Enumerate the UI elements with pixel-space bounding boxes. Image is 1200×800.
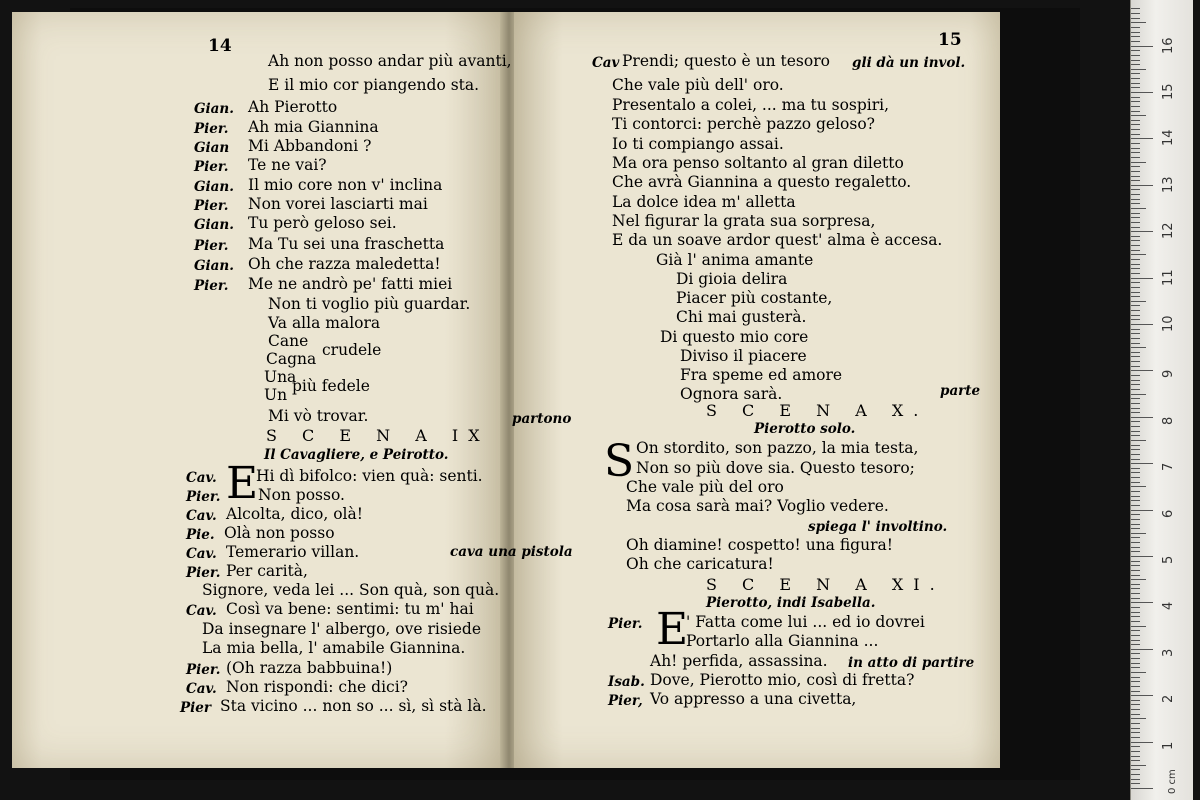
ruler-tick [1131,649,1153,650]
ruler-tick [1131,222,1140,223]
ruler-tick [1131,779,1140,780]
ruler-tick [1131,305,1140,306]
ruler-tick [1131,287,1140,288]
ruler-tick [1131,524,1140,525]
ruler-tick [1131,55,1140,56]
text-line: Ma ora penso soltanto al gran diletto [612,154,904,172]
ruler-tick [1131,756,1140,757]
ruler-tick [1131,408,1140,409]
ruler-tick [1131,403,1140,404]
ruler-tick [1131,445,1140,446]
ruler-tick [1131,640,1140,641]
ruler-tick [1131,152,1140,153]
scene-title: S C E N A IX [266,426,490,445]
text-line: Oh che razza maledetta! [248,255,441,273]
text-line: Ah! perfida, assassina. [650,652,828,670]
speaker-label: Gian. [194,101,234,117]
speaker-label: Cav [592,55,620,71]
text-line: E il mio cor piangendo sta. [268,76,480,94]
text-line: Non so più dove sia. Questo tesoro; [636,459,915,477]
text-line: Ah Pierotto [248,98,338,116]
ruler-tick [1131,203,1140,204]
speaker-label: Pier. [186,565,221,581]
ruler-number: 5 [1161,555,1176,564]
ruler-tick [1131,268,1140,269]
ruler-tick [1131,681,1140,682]
ruler-tick [1131,64,1140,65]
text-line: Oh che caricatura! [626,555,774,573]
text-line: La mia bella, l' amabile Giannina. [202,639,466,657]
ruler-number: 8 [1161,416,1176,425]
ruler-tick [1131,278,1153,279]
ruler-tick [1131,352,1140,353]
text-line: Ah mia Giannina [248,118,379,136]
ruler-number: 9 [1161,370,1176,379]
ruler-tick [1131,575,1140,576]
speaker-label: Pier. [194,278,229,294]
text-line: Già l' anima amante [656,251,814,269]
ruler-number: 3 [1161,648,1176,657]
text-line: Ma cosa sarà mai? Voglio vedere. [626,497,889,515]
ruler-tick [1131,333,1140,334]
ruler-tick [1131,626,1146,627]
text-line: Mi vò trovar. [268,407,369,425]
text-line: Vo appresso a una civetta, [650,690,857,708]
text-line: On stordito, son pazzo, la mia testa, [636,439,919,457]
ruler-tick [1131,561,1140,562]
scene-title: S C E N A XI. [706,575,945,594]
ruler-tick [1131,607,1140,608]
ruler-tick [1131,602,1153,603]
ruler-tick [1131,737,1140,738]
ruler-tick [1131,732,1140,733]
text-line: Che vale più del oro [626,478,784,496]
text-line: Una [264,368,297,386]
ruler-tick [1131,231,1153,232]
ruler-tick [1131,783,1140,784]
ruler-tick [1131,691,1140,692]
ruler-tick [1131,621,1140,622]
ruler-tick [1131,686,1140,687]
text-line: Che vale più dell' oro. [612,76,784,94]
ruler-tick [1131,236,1140,237]
speaker-label: Pier. [194,238,229,254]
text-line: E da un soave ardor quest' alma è accesa. [612,231,943,249]
stage-direction: partono [512,411,572,427]
ruler-tick [1131,533,1146,534]
stage-direction: gli dà un invol. [852,55,966,71]
ruler-tick [1131,106,1140,107]
ruler-tick [1131,514,1140,515]
text-line: Cagna [266,350,317,368]
ruler-number: 14 [1161,129,1176,147]
ruler-tick [1131,143,1140,144]
ruler-tick [1131,171,1140,172]
measuring-ruler [1130,0,1193,800]
ruler-unit-label: 0 cm [1167,769,1178,794]
ruler-tick [1131,593,1140,594]
ruler-tick [1131,13,1140,14]
ruler-number: 6 [1161,509,1176,518]
text-line: Non ti voglio più guardar. [268,295,471,313]
ruler-tick [1131,120,1140,121]
ruler-tick [1131,616,1140,617]
ruler-tick [1131,194,1140,195]
text-line: Alcolta, dico, olà! [226,505,363,523]
speaker-label: Gian. [194,258,234,274]
speaker-label: Gian [194,140,230,156]
ruler-tick [1131,111,1140,112]
text-line: Va alla malora [268,314,381,332]
text-line: Signore, veda lei ... Son quà, son quà. [202,581,500,599]
ruler-tick [1131,162,1146,163]
ruler-tick [1131,282,1140,283]
ruler-tick [1131,500,1140,501]
scene-title: S C E N A X. [706,401,929,420]
ruler-tick [1131,50,1140,51]
ruler-tick [1131,505,1140,506]
ruler-tick [1131,579,1146,580]
text-line: Non vorei lasciarti mai [248,195,428,213]
ruler-number: 12 [1161,222,1176,240]
ruler-tick [1131,746,1140,747]
ruler-tick [1131,556,1153,557]
text-line: Non rispondi: che dici? [226,678,408,696]
ruler-tick [1131,27,1140,28]
ruler-tick [1131,250,1140,251]
ruler-tick [1131,375,1140,376]
ruler-tick [1131,166,1140,167]
text-line: Olà non posso [224,524,335,542]
ruler-tick [1131,519,1140,520]
ruler-tick [1131,180,1140,181]
ruler-tick [1131,435,1140,436]
ruler-number: 4 [1161,602,1176,611]
ruler-tick [1131,431,1140,432]
ruler-number: 1 [1161,741,1176,750]
page-number-left: 14 [208,36,232,56]
ruler-tick [1131,700,1140,701]
ruler-tick [1131,496,1140,497]
ruler-tick [1131,356,1140,357]
ruler-tick [1131,765,1146,766]
ruler-tick [1131,774,1140,775]
text-line: Il mio core non v' inclina [248,176,443,194]
ruler-tick [1131,129,1140,130]
ruler-tick [1131,36,1140,37]
ruler-tick [1131,667,1140,668]
ruler-tick [1131,22,1146,23]
ruler-tick [1131,468,1140,469]
ruler-tick [1131,570,1140,571]
speaker-label: Pier. [608,616,643,632]
speaker-label: Cav. [186,546,217,562]
ruler-tick [1131,486,1146,487]
speaker-label: Pier [180,700,211,716]
speaker-label: Pier. [194,121,229,137]
ruler-tick [1131,588,1140,589]
ruler-number: 15 [1161,83,1176,100]
ruler-tick [1131,254,1146,255]
ruler-tick [1131,296,1140,297]
ruler-tick [1131,551,1140,552]
text-line: Cane [268,332,309,350]
ruler-tick [1131,32,1140,33]
ruler-tick [1131,148,1140,149]
ruler-tick [1131,718,1146,719]
ruler-tick [1131,124,1140,125]
speaker-label: Pier. [186,662,221,678]
ruler-tick [1131,672,1146,673]
ruler-tick [1131,491,1140,492]
text-line: La dolce idea m' alletta [612,193,796,211]
ruler-tick [1131,157,1140,158]
ruler-tick [1131,380,1140,381]
ruler-tick [1131,301,1146,302]
ruler-tick [1131,426,1140,427]
ruler-tick [1131,644,1140,645]
stage-direction: parte [940,383,981,399]
ruler-tick [1131,315,1140,316]
scene-subtitle: Pierotto solo. [754,421,856,437]
ruler-tick [1131,199,1140,200]
text-line: più fedele [292,377,370,395]
text-line: Io ti compiango assai. [612,135,784,153]
text-line: Hi dì bifolco: vien quà: senti. [256,467,483,485]
text-line: Presentalo a colei, ... ma tu sospiri, [612,96,890,114]
text-line: Un [264,386,288,404]
ruler-tick [1131,454,1140,455]
ruler-tick [1131,565,1140,566]
scene-subtitle: Pierotto, indi Isabella. [706,595,876,611]
scene-subtitle: Il Cavagliere, e Peirotto. [264,447,449,463]
speaker-label: Pier. [186,489,221,505]
text-line: Mi Abbandoni ? [248,137,372,155]
ruler-tick [1131,510,1153,511]
ruler-tick [1131,635,1140,636]
ruler-tick [1131,537,1140,538]
ruler-tick [1131,412,1140,413]
speaker-label: Cav. [186,508,217,524]
speaker-label: Cav. [186,470,217,486]
ruler-tick [1131,477,1140,478]
text-line: Fra speme ed amore [680,366,843,384]
text-line: Prendi; questo è un tesoro [622,52,830,70]
text-line: Nel figurar la grata sua sorpresa, [612,212,876,230]
drop-capital: E [656,604,689,655]
ruler-tick [1131,449,1140,450]
ruler-tick [1131,347,1146,348]
ruler-tick [1131,259,1140,260]
speaker-label: Pier, [608,693,643,709]
speaker-label: Pie. [186,527,215,543]
text-line: ' Fatta come lui ... ed io dovrei [686,613,925,631]
text-line: Portarlo alla Giannina ... [686,632,879,650]
text-line: Per carità, [226,562,308,580]
ruler-tick [1131,695,1153,696]
ruler-number: 2 [1161,694,1176,704]
ruler-tick [1131,542,1140,543]
ruler-number: 10 [1161,315,1176,332]
text-line: Così va bene: sentimi: tu m' hai [226,600,474,618]
ruler-tick [1131,115,1146,116]
ruler-number: 7 [1161,462,1176,472]
ruler-tick [1131,742,1153,743]
text-line: Sta vicino ... non so ... sì, sì stà là. [220,697,487,715]
text-line: Di questo mio core [660,328,809,346]
ruler-tick [1131,398,1140,399]
speaker-label: Pier. [194,159,229,175]
text-line: Ti contorci: perchè pazzo geloso? [612,115,875,133]
ruler-tick [1131,704,1140,705]
text-line: Chi mai gusterà. [676,308,807,326]
stage-direction: spiega l' involtino. [808,519,948,535]
ruler-tick [1131,329,1140,330]
text-line: (Oh razza babbuina!) [226,659,393,677]
ruler-tick [1131,417,1153,418]
ruler-tick [1131,189,1140,190]
ruler-tick [1131,324,1153,325]
ruler-tick [1131,584,1140,585]
ruler-tick [1131,630,1140,631]
text-line: Ah non posso andar più avanti, [268,52,512,70]
ruler-number: 16 [1161,37,1176,54]
ruler-tick [1131,361,1140,362]
ruler-tick [1131,394,1146,395]
ruler-tick [1131,714,1140,715]
speaker-label: Isab. [608,674,645,690]
text-line: Che avrà Giannina a questo regaletto. [612,173,912,191]
ruler-tick [1131,463,1153,464]
ruler-tick [1131,60,1140,61]
text-line: Ma Tu sei una fraschetta [248,235,445,253]
ruler-tick [1131,528,1140,529]
ruler-tick [1131,227,1140,228]
ruler-tick [1131,366,1140,367]
text-line: crudele [322,341,382,359]
text-line: Tu però geloso sei. [248,214,397,232]
text-line: Te ne vai? [248,156,327,174]
text-line: Oh diamine! cospetto! una figura! [626,536,893,554]
ruler-tick [1131,292,1140,293]
ruler-tick [1131,273,1140,274]
text-line: Diviso il piacere [680,347,807,365]
ruler-tick [1131,723,1140,724]
ruler-tick [1131,101,1140,102]
ruler-tick [1131,658,1140,659]
ruler-tick [1131,472,1140,473]
page-number-right: 15 [938,30,962,50]
text-line: Me ne andrò pe' fatti miei [248,275,453,293]
ruler-tick [1131,46,1153,47]
ruler-tick [1131,217,1140,218]
ruler-tick [1131,319,1140,320]
text-line: Non posso. [258,486,345,504]
speaker-label: Gian. [194,217,234,233]
ruler-tick [1131,185,1153,186]
ruler-tick [1131,440,1146,441]
ruler-tick [1131,264,1140,265]
ruler-tick [1131,343,1140,344]
ruler-tick [1131,547,1140,548]
ruler-tick [1131,245,1140,246]
drop-capital: E [226,458,259,509]
speaker-label: Pier. [194,198,229,214]
ruler-tick [1131,208,1146,209]
drop-capital: S [604,436,635,487]
stage-direction: cava una pistola [450,544,573,560]
ruler-tick [1131,612,1140,613]
ruler-tick [1131,73,1140,74]
ruler-tick [1131,370,1153,371]
ruler-tick [1131,389,1140,390]
text-line: Dove, Pierotto mio, così di fretta? [650,671,915,689]
ruler-tick [1131,18,1140,19]
speaker-label: Cav. [186,681,217,697]
text-line: Temerario villan. [226,543,360,561]
ruler-tick [1131,138,1153,139]
ruler-tick [1131,310,1140,311]
ruler-tick [1131,78,1140,79]
ruler-tick [1131,482,1140,483]
ruler-tick [1131,459,1140,460]
ruler-tick [1131,760,1140,761]
ruler-tick [1131,421,1140,422]
ruler-tick [1131,788,1153,789]
ruler-tick [1131,728,1140,729]
text-line: Di gioia delira [676,270,788,288]
ruler-tick [1131,41,1140,42]
ruler-tick [1131,709,1140,710]
ruler-tick [1131,663,1140,664]
ruler-tick [1131,213,1140,214]
ruler-tick [1131,134,1140,135]
ruler-tick [1131,87,1140,88]
ruler-tick [1131,751,1140,752]
ruler-tick [1131,69,1146,70]
ruler-tick [1131,97,1140,98]
ruler-tick [1131,677,1140,678]
ruler-tick [1131,384,1140,385]
ruler-tick [1131,8,1140,9]
speaker-label: Cav. [186,603,217,619]
text-line: Da insegnare l' albergo, ove risiede [202,620,482,638]
ruler-tick [1131,92,1153,93]
stage-direction: in atto di partire [848,655,975,671]
ruler-tick [1131,598,1140,599]
speaker-label: Gian. [194,179,234,195]
ruler-tick [1131,769,1140,770]
ruler-tick [1131,83,1140,84]
text-line: Ognora sarà. [680,385,783,403]
ruler-tick [1131,338,1140,339]
ruler-number: 11 [1161,269,1176,286]
text-line: Piacer più costante, [676,289,833,307]
ruler-number: 13 [1161,176,1176,193]
ruler-tick [1131,653,1140,654]
ruler-tick [1131,176,1140,177]
ruler-tick [1131,240,1140,241]
